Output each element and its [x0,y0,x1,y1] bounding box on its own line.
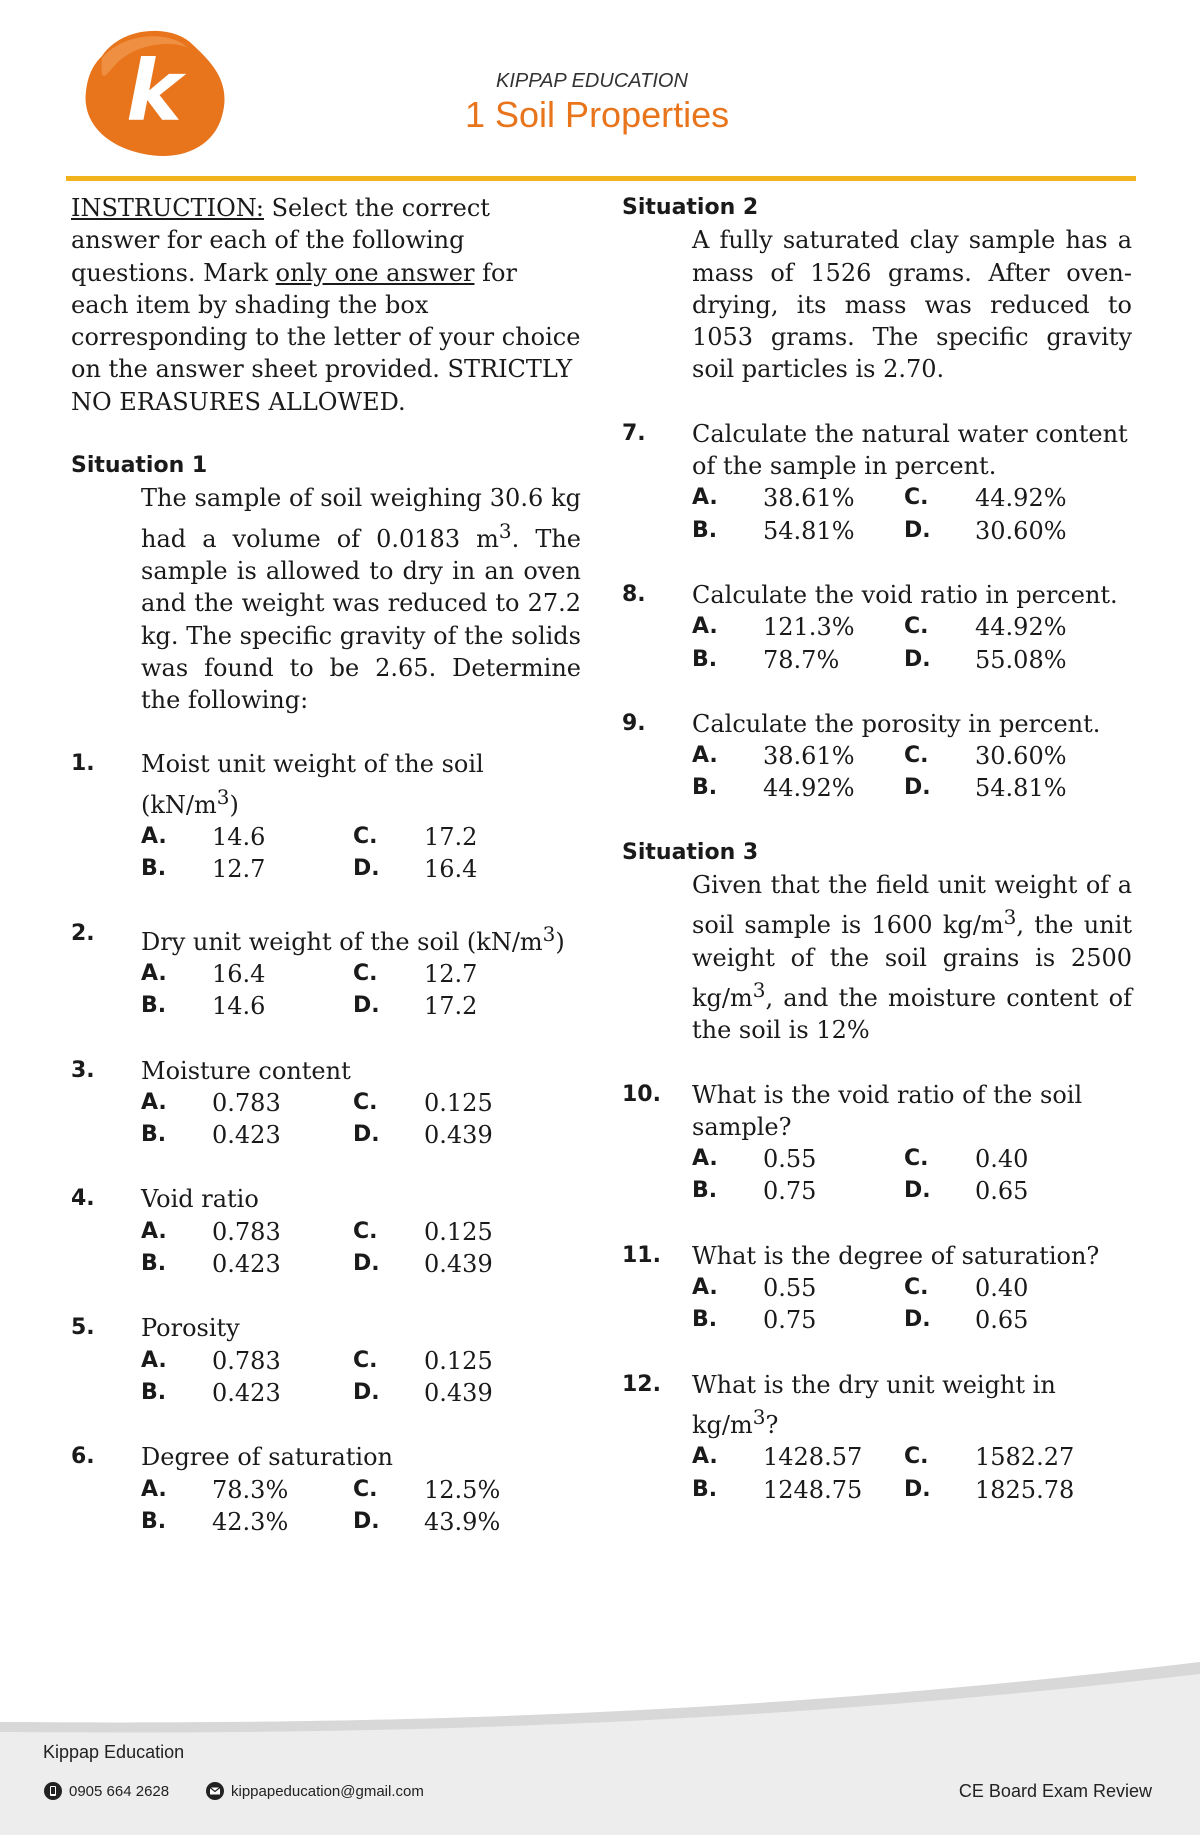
left-column [71,192,581,1570]
question-text: Calculate the porosity in percent. [692,709,1101,738]
question-number: 4. [71,1186,95,1212]
option-c: 12.5% [424,1475,501,1504]
option-c: 0.125 [424,1346,493,1375]
option-b: 12.7 [212,855,266,884]
option-b: 14.6 [212,992,266,1021]
option-d: 0.439 [424,1121,493,1150]
header-rule [66,176,1136,181]
question-text: What is the void ratio of the soil sample? [692,1080,1083,1141]
option-c: 12.7 [424,959,478,988]
kippap-logo [82,26,228,160]
option-a: 0.55 [763,1145,817,1174]
question-4: 4. Void ratio A. 0.783 C. 0.125 B. 0.423 D. 0.439 [71,1183,581,1280]
instruction-emphasis: only one answer [275,258,475,287]
option-a: 0.55 [763,1274,817,1303]
option-c: 44.92% [975,613,1067,642]
question-number: 2. [71,920,95,946]
option-b: 0.75 [763,1177,817,1206]
question-number: 3. [71,1057,95,1083]
option-d: 43.9% [424,1507,501,1536]
option-b: 0.423 [212,1250,281,1279]
question-number: 7. [622,420,646,446]
option-c: 0.125 [424,1217,493,1246]
question-text: Void ratio [141,1185,259,1214]
option-d: 0.65 [975,1306,1029,1335]
question-5: 5. Porosity A. 0.783 C. 0.125 B. 0.423 D. 0.439 [71,1312,581,1409]
option-c: 44.92% [975,484,1067,513]
question-text: Calculate the void ratio in percent. [692,580,1118,609]
option-a: 0.783 [212,1088,281,1117]
option-d: 0.65 [975,1177,1029,1206]
option-a: 1428.57 [763,1443,863,1472]
option-b: 1248.75 [763,1475,863,1504]
question-text: Calculate the natural water content of the sample in percent. [692,419,1128,481]
question-text: Porosity [141,1314,240,1343]
option-d: 30.60% [975,516,1067,545]
option-b: 0.423 [212,1378,281,1407]
footer-tagline: CE Board Exam Review [958,1781,1152,1801]
option-b: 0.423 [212,1121,281,1150]
logo-letter: k [126,42,182,140]
question-number: 5. [71,1315,95,1341]
option-d: 55.08% [975,645,1067,674]
option-a: 16.4 [212,959,266,988]
question-9: 9. Calculate the porosity in percent. A. 38.61% C. 30.60% B. 44.92% D. 54.81% [622,708,1132,805]
footer-email: kippapeducation@gmail.com [205,1781,424,1801]
footer-company: Kippap Education [43,1742,185,1762]
option-c: 0.125 [424,1088,493,1117]
question-8: 8. Calculate the void ratio in percent. A. 121.3% C. 44.92% B. 78.7% D. 55.08% [622,579,1132,676]
question-11: 11. What is the degree of saturation? A. 0.55 C. 0.40 B. 0.75 D. 0.65 [622,1240,1132,1337]
option-a: 14.6 [212,823,266,852]
question-text: Dry unit weight of the soil $(kN/m^3)$ [141,921,565,956]
situation-3-text: Given that the field unit weight of a soil sample is 1600 $kg/m^3$, the unit weight of the soil grains is 2500 $kg/m^3$, and the moisture content of the soil is 12% [692,871,1132,1045]
question-number: 8. [622,581,646,607]
option-a: 121.3% [763,613,855,642]
question-text: What is the degree of saturation? [692,1241,1100,1270]
option-a: 38.61% [763,742,855,771]
question-number: 10. [622,1081,661,1107]
option-c: 30.60% [975,742,1067,771]
situation-3-title: Situation 3 [622,839,759,865]
option-d: 0.439 [424,1378,493,1407]
question-number: 1. [71,751,95,777]
right-column [622,192,1132,1538]
option-b: 42.3% [212,1507,289,1536]
option-a: 0.783 [212,1217,281,1246]
option-d: 16.4 [424,855,478,884]
question-number: 11. [622,1242,661,1268]
footer-phone: 0905 664 2628 [43,1781,169,1801]
instruction-block: INSTRUCTION: Select the correct answer for each of the following questions. Mark only one answer for each item by shading the box corresponding to the letter of your choice on the answer sheet provided. STRICTLY NO ERASURES ALLOWED. [71,194,581,416]
question-6: 6. Degree of saturation A. 78.3% C. 12.5% B. 42.3% D. 43.9% [71,1441,581,1538]
option-a: 38.61% [763,484,855,513]
question-number: 9. [622,710,646,736]
question-10: 10. What is the void ratio of the soil sample? A. 0.55 C. 0.40 B. 0.75 D. 0.65 [622,1079,1132,1208]
question-text: Moist unit weight of the soil $(kN/m^3)$ [141,750,484,819]
option-b: 44.92% [763,774,855,803]
option-c: 1582.27 [975,1443,1075,1472]
instruction-label: INSTRUCTION: [71,194,264,222]
option-c: 17.2 [424,823,478,852]
option-a: 0.783 [212,1346,281,1375]
situation-1-text: The sample of soil weighing 30.6 kg had a volume of 0.0183 $m^3$. The sample is allowed to dry in an oven and the weight was reduced to 27.2 kg. The specific gravity of the solids was found to be 2.65. Determine the following: [141,484,581,715]
option-d: 54.81% [975,774,1067,803]
situation-2-text: A fully saturated clay sample has a mass of 1526 grams. After oven-drying, its mass was reduced to 1053 grams. The specific gravity soil particles is 2.70. [692,226,1132,384]
question-1: 1. Moist unit weight of the soil $(kN/m^3)$ A. 14.6 C. 17.2 B. 12.7 D. 16.4 [71,748,581,885]
option-b: 54.81% [763,516,855,545]
question-2: 2. Dry unit weight of the soil $(kN/m^3)$ A. 16.4 C. 12.7 B. 14.6 D. 17.2 [71,918,581,1023]
email-icon [205,1781,225,1801]
option-d: 17.2 [424,992,478,1021]
option-a: 78.3% [212,1475,289,1504]
question-text: Moisture content [141,1056,351,1085]
option-b: 0.75 [763,1306,817,1335]
phone-icon [43,1781,63,1801]
document-title: 1 Soil Properties [465,94,730,135]
question-7: 7. Calculate the natural water content of the sample in percent. A. 38.61% C. 44.92% B. 54.81% D. 30.60% [622,418,1132,547]
situation-2-title: Situation 2 [622,195,759,220]
option-d: 1825.78 [975,1475,1075,1504]
question-number: 6. [71,1444,95,1470]
question-number: 12. [622,1371,661,1397]
question-text: What is the dry unit weight in $kg/m^3$? [692,1370,1056,1439]
option-b: 78.7% [763,645,840,674]
situation-1-title: Situation 1 [71,453,208,479]
question-text: Degree of saturation [141,1443,394,1472]
option-c: 0.40 [975,1274,1029,1303]
question-3: 3. Moisture content A. 0.783 C. 0.125 B. 0.423 D. 0.439 [71,1055,581,1152]
question-12: 12. What is the dry unit weight in $kg/m^3$? A. 1428.57 C. 1582.27 B. 1248.75 D. 1825.78 [622,1369,1132,1506]
option-c: 0.40 [975,1145,1029,1174]
option-d: 0.439 [424,1250,493,1279]
